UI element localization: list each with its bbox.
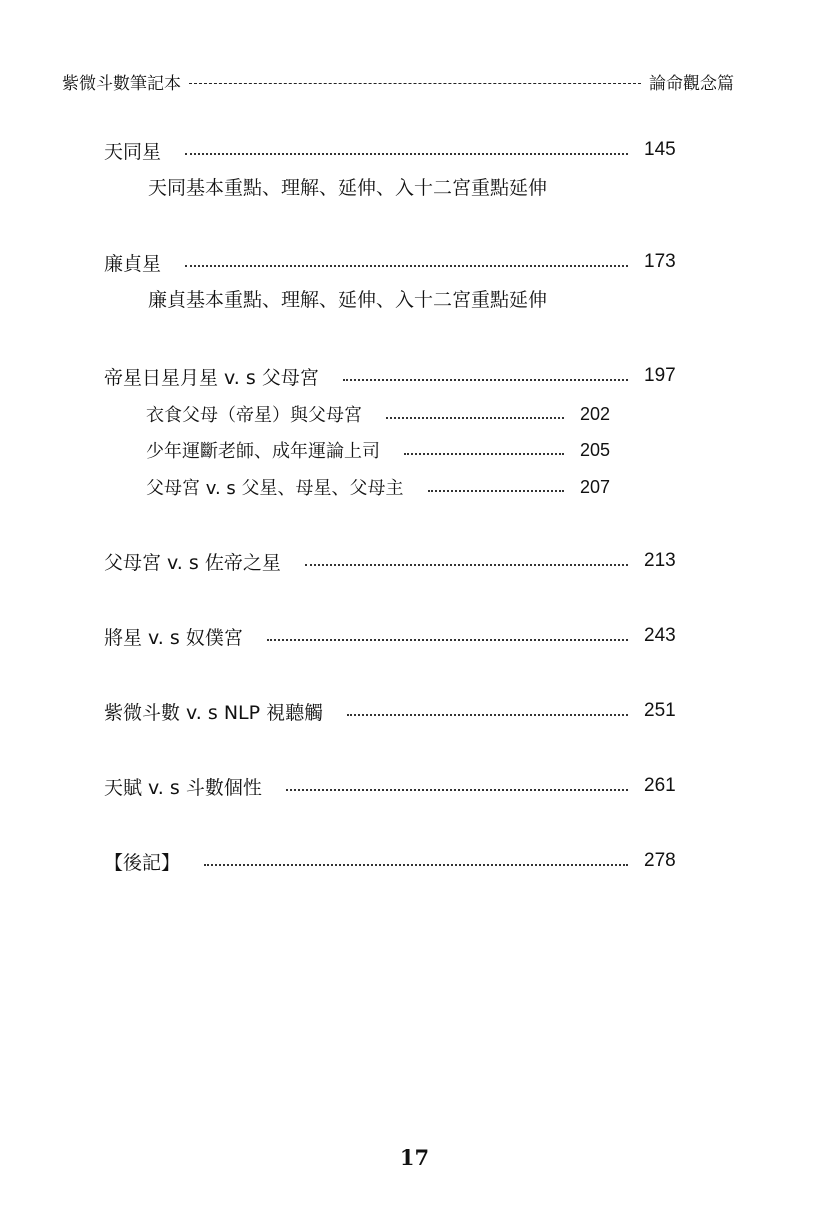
toc-dot-leader <box>428 490 564 492</box>
toc-subentry-1 <box>146 398 614 430</box>
toc-entry-title: 天同星 <box>104 140 162 163</box>
header-dash-leader <box>189 83 641 84</box>
toc-entry-tiantong <box>104 134 678 166</box>
toc-dot-leader <box>204 864 628 866</box>
toc-entry-houji <box>104 845 678 877</box>
toc-entry-title: 天賦 v. s 斗數個性 <box>104 776 262 799</box>
toc-entry-title: 帝星日星月星 v. s 父母宮 <box>104 366 319 389</box>
toc-entry-title: 將星 v. s 奴僕宮 <box>104 626 243 649</box>
toc-entry-description: 天同基本重點、理解、延伸、入十二宮重點延伸 <box>148 177 548 199</box>
toc-entry-page: 197 <box>644 365 676 386</box>
toc-entry-title: 父母宮 v. s 佐帝之星 <box>104 551 281 574</box>
toc-entry-page: 213 <box>644 550 676 571</box>
toc-entry-page: 202 <box>580 403 611 424</box>
toc-entry-page: 145 <box>644 139 676 160</box>
toc-entry-title: 父母宮 v. s 父星、母星、父母主 <box>146 478 404 499</box>
toc-subentry-3 <box>146 471 614 503</box>
toc-dot-leader <box>404 453 564 455</box>
header-book-title: 紫微斗數筆記本 <box>62 73 181 94</box>
toc-entry-title: 【後記】 <box>104 851 181 874</box>
toc-entry-title: 廉貞星 <box>104 252 162 275</box>
toc-entry-lianzhen <box>104 246 678 278</box>
toc-entry-page: 243 <box>644 625 676 646</box>
toc-dot-leader <box>286 789 628 791</box>
toc-dot-leader <box>386 417 564 419</box>
toc-dot-leader <box>267 639 628 641</box>
toc-entry-page: 173 <box>644 251 676 272</box>
toc-dot-leader <box>343 379 628 381</box>
toc-entry-page: 207 <box>580 476 611 497</box>
toc-entry-dixing <box>104 360 678 392</box>
toc-entry-page: 261 <box>644 775 676 796</box>
toc-entry-description: 廉貞基本重點、理解、延伸、入十二宮重點延伸 <box>148 289 548 311</box>
page-number: 17 <box>399 1145 430 1170</box>
toc-entry-page: 251 <box>644 700 676 721</box>
toc-dot-leader <box>185 265 628 267</box>
toc-dot-leader <box>347 714 628 716</box>
toc-entry-title: 紫微斗數 v. s NLP 視聽觸 <box>104 701 324 724</box>
toc-entry-fumu <box>104 545 678 577</box>
toc-entry-page: 278 <box>644 850 676 871</box>
toc-entry-page: 205 <box>580 439 611 460</box>
toc-entry-title: 衣食父母（帝星）與父母宮 <box>146 405 362 426</box>
toc-entry-tianfu <box>104 770 678 802</box>
toc-dot-leader <box>185 153 628 155</box>
toc-dot-leader <box>305 564 628 566</box>
toc-entry-jiangxing <box>104 620 678 652</box>
header-section-title: 論命觀念篇 <box>649 73 734 94</box>
toc-entry-title: 少年運斷老師、成年運論上司 <box>146 441 380 462</box>
toc-entry-ziwei-nlp <box>104 695 678 727</box>
toc-subentry-2 <box>146 434 614 466</box>
running-header <box>62 66 734 96</box>
